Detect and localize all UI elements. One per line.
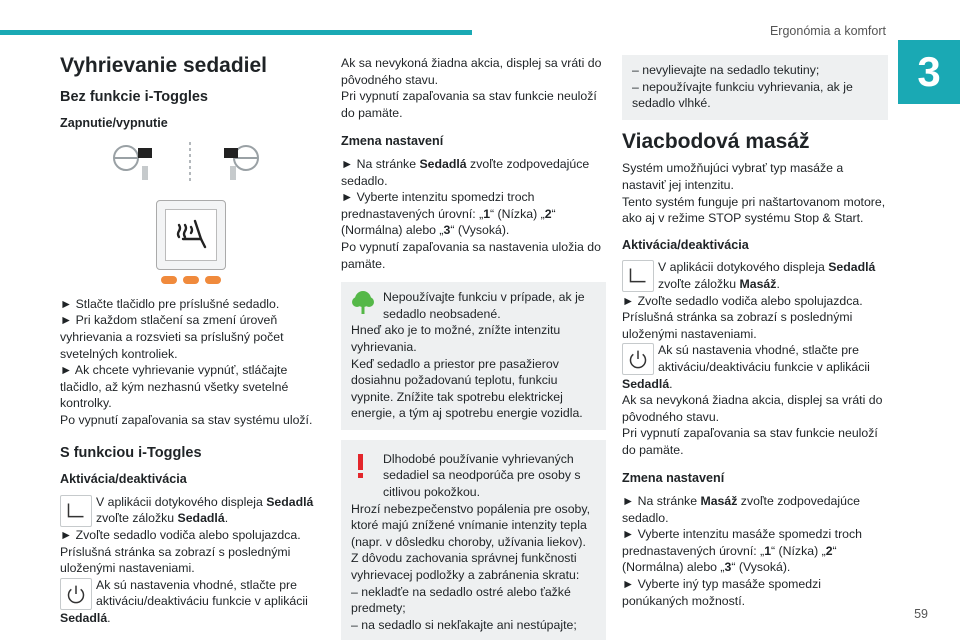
paragraph: ► Na stránke Masáž zvoľte zodpovedajúce sedadlo. ► Vyberte intenzitu masáže spomedzi troch prednastavených úrovní: „1“ (Nízka) „2“ (Normálna) alebo „3“ (Vysoká). ► Vyberte iný typ masáže spomedzi ponúkaných možností.: [622, 494, 862, 608]
power-icon: [60, 578, 92, 610]
warning-icon: [351, 452, 371, 480]
touchscreen-note: V aplikácii dotykového displeja Sedadlá zvoľte záložku Masáž.: [622, 259, 888, 292]
heading-change-settings: Zmena nastavení: [341, 134, 444, 149]
page-number: 59: [914, 607, 928, 621]
seat-switches-icon: [60, 142, 322, 190]
heated-seat-icon: [171, 217, 211, 253]
column-3: [622, 55, 888, 609]
warning-continued-box: – nevylievajte na sedadlo tekutiny; – nepoužívajte funkciu vyhrievania, ak je sedadlo vlhké.: [622, 55, 888, 120]
paragraph: ► Zvoľte sedadlo vodiča alebo spolujazdca. Príslušná stránka sa zobrazí s poslednými uloženými nastaveniami.: [60, 527, 301, 576]
touch-hand-icon: [622, 260, 654, 292]
power-note: Ak sú nastavenia vhodné, stlačte pre aktiváciu/deaktiváciu funkcie v aplikácii: [622, 342, 888, 375]
touchscreen-note: V aplikácii dotykového displeja Sedadlá zvoľte záložku Sedadlá.: [60, 494, 322, 527]
subheading-without-itoggles: Bez funkcie i-Toggles: [60, 88, 208, 105]
paragraph: ► Stlačte tlačidlo pre príslušné sedadlo. ► Pri každom stlačení sa zmení úroveň vyhrievania a rozsvieti sa príslušný počet svetelných kontroliek. ► Ak chcete vyhrievanie vypnúť, stláčajte tlačidlo, až kým nezhasnú všetky svetelné kontrolky. Po vypnutí zapaľovania sa stav systému uloží.: [60, 296, 313, 427]
level-indicator-lights: [60, 276, 322, 284]
paragraph: Systém umožňujúci vybrať typ masáže a nastaviť jej intenzitu. Tento systém funguje pri naštartovanom motore, ako aj v režime STOP systému Stop & Start.: [622, 161, 886, 226]
paragraph: ► Na stránke Sedadlá zvoľte zodpovedajúce sedadlo. ► Vyberte intenzitu spomedzi troch prednastavených úrovní: „1“ (Nízka) „2“ (Normálna) alebo „3“ (Vysoká). Po vypnutí zapaľovania sa nastavenia uložia do pamäte.: [341, 156, 601, 271]
section-title: Ergonómia a komfort: [769, 24, 886, 38]
column-1: Vyhrievanie sedadiel Bez funkcie i-Toggles Zapnutie/vypnutie ► Stlačte tlačidlo pre príslušné sedadlo. ► Pri každom stlačení sa zmení úroveň vyhrievania a rozsvieti sa príslušný počet svetelných kontroliek. ► Ak chcete vyhrievanie vypnúť, stláčajte tlačidlo, až kým nezhasnú všetky svetelné kontrolky. Po vypnutí zapaľovania sa stav systému uloží. S funkciou i-Toggles Aktivácia/deaktivácia V aplikácii dotykového displeja Sedadlá zvoľte záložku Sedadlá. ► Zvoľte sedadlo vodiča alebo spolujazdca. Príslušná stránka sa zobrazí s poslednými uloženými nastaveniami. Ak sú nastavenia vhodné, stlačte pre aktiváciu/deaktiváciu funkcie v aplikácii Sedadlá.: [60, 55, 322, 626]
heading-seat-heating: Vyhrievanie sedadiel: [60, 54, 267, 77]
eco-tree-icon: [351, 290, 375, 316]
heading-on-off: Zapnutie/vypnutie: [60, 116, 168, 131]
heading-massage: Viacbodová masáž: [622, 129, 810, 153]
subheading-with-itoggles: S funkciou i-Toggles: [60, 444, 202, 461]
column-2: [341, 55, 606, 640]
header-accent-bar: [0, 30, 472, 35]
eco-tip-box: Nepoužívajte funkciu v prípade, ak je sedadlo neobsadené. Hneď ako je to možné, znížte intenzitu vyhrievania. Keď sedadlo a priestor pre pasažierov dosiahnu požadovanú teplotu, funkciu vypnite. Znížite tak spotrebu elektrickej energie, a tým aj spotrebu energie vozidla.: [341, 282, 606, 430]
power-note: Ak sú nastavenia vhodné, stlačte pre aktiváciu/deaktiváciu funkcie v aplikácii: [60, 577, 322, 610]
heading-change-settings: Zmena nastavení: [622, 471, 725, 486]
heading-activation: Aktivácia/deaktivácia: [622, 237, 749, 252]
indicator-light: [183, 276, 199, 284]
indicator-light: [205, 276, 221, 284]
chapter-tab: 3: [898, 40, 960, 104]
indicator-light: [161, 276, 177, 284]
seat-heating-button: [156, 200, 226, 270]
paragraph: Ak sa nevykoná žiadna akcia, displej sa vráti do pôvodného stavu. Pri vypnutí zapaľovania sa stav funkcie neuloží do pamäte.: [341, 56, 602, 120]
warning-box: Dlhodobé používanie vyhrievaných sedadiel sa neodporúča pre osoby s citlivou pokožkou. Hrozí nebezpečenstvo popálenia pre osoby, ktoré majú znížené vnímanie intenzity tepla (napr. v dôsledku choroby, užívania liekov). Z dôvodu zachovania správnej funkčnosti vyhrievacej podložky a zabránenia skratu: – nekladťe na sedadlo ostré alebo ťažké predmety; – na sedadlo si nekľakajte ani nestúpajte;: [341, 440, 606, 640]
touch-hand-icon: [60, 495, 92, 527]
paragraph: Sedadlá. Ak sa nevykoná žiadna akcia, displej sa vráti do pôvodného stavu. Pri vypnutí zapaľovania sa stav funkcie neuloží do pamäte.: [622, 376, 883, 457]
seat-buttons-illustration: [60, 142, 322, 190]
paragraph: ► Zvoľte sedadlo vodiča alebo spolujazdca. Príslušná stránka sa zobrazí s poslednými uloženými nastaveniami.: [622, 293, 863, 341]
power-icon: [622, 343, 654, 375]
heading-activation: Aktivácia/deaktivácia: [60, 472, 187, 487]
